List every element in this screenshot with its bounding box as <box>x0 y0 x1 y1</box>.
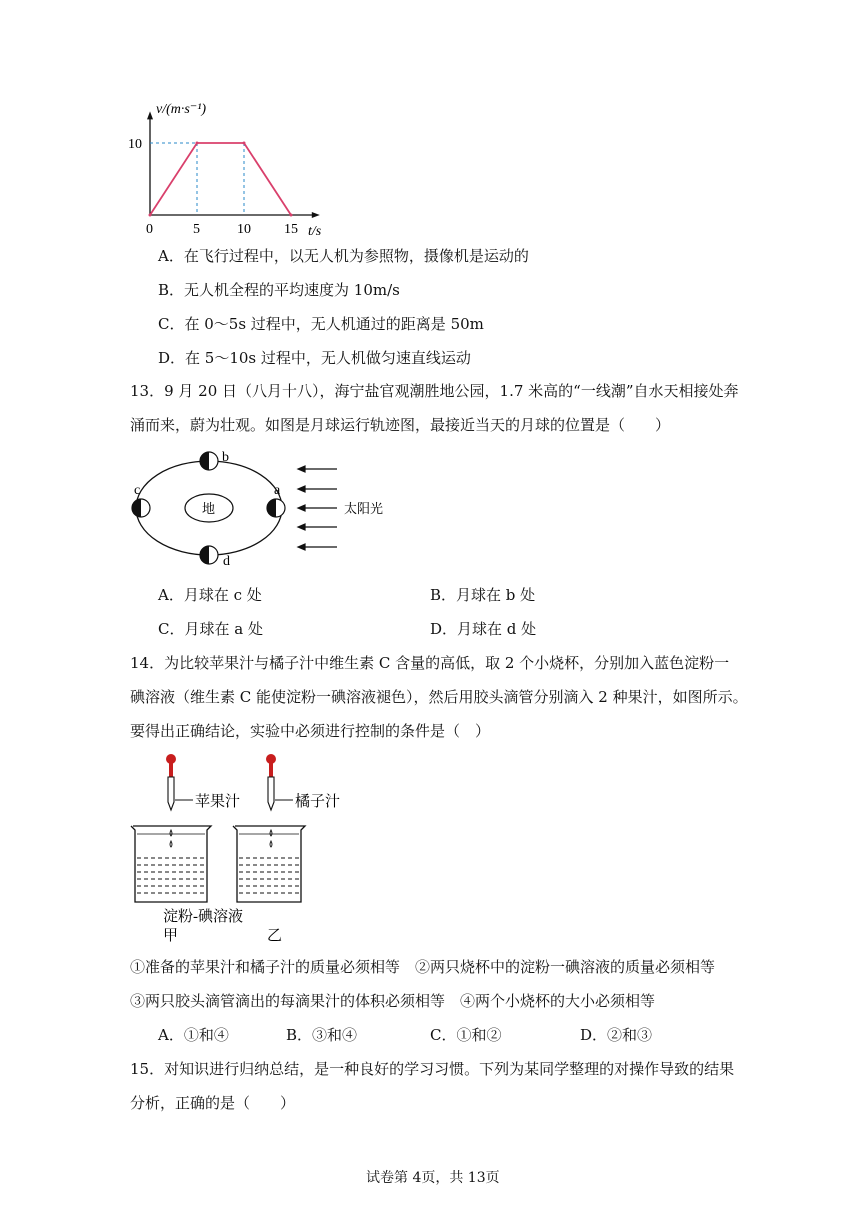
moon-d <box>200 546 218 564</box>
q15-stem-line2: 分析，正确的是（ ） <box>130 1094 296 1112</box>
beaker-label-yi: 乙 <box>267 928 283 944</box>
q12-option-b: B．无人机全程的平均速度为 10m/s <box>158 281 400 299</box>
beaker-yi <box>233 826 305 902</box>
y-axis-arrow <box>147 111 153 119</box>
q14-stem-line1: 14．为比较苹果汁与橘子汁中维生素 C 含量的高低，取 2 个小烧杯，分别加入蓝色淀粉一 <box>130 654 730 672</box>
q13-option-d: D．月球在 d 处 <box>430 620 537 638</box>
data-point <box>290 214 293 217</box>
q13-option-b: B．月球在 b 处 <box>430 586 536 604</box>
q13-option-c: C．月球在 a 处 <box>158 620 263 638</box>
data-point <box>196 142 199 145</box>
moon-orbit-diagram <box>125 445 395 570</box>
data-point <box>149 214 152 217</box>
sunlight-label: 太阳光 <box>344 501 384 516</box>
q14-stem-line2: 碘溶液（维生素 C 能使淀粉一碘溶液褪色），然后用胶头滴管分别滴入 2 种果汁，如图所示。 <box>130 688 748 706</box>
q12-option-a: A．在飞行过程中，以无人机为参照物，摄像机是运动的 <box>158 247 529 265</box>
q14-option-c: C．①和② <box>430 1026 502 1044</box>
x-tick-label: 0 <box>146 222 153 237</box>
q12-option-d: D．在 5～10s 过程中，无人机做匀速直线运动 <box>158 349 471 367</box>
series-line <box>150 143 291 215</box>
page-footer: 试卷第 4页，共 13页 <box>366 1170 500 1186</box>
sunlight-arrows <box>298 466 337 550</box>
q13-stem-line2: 涌而来，蔚为壮观。如图是月球运行轨迹图，最接近当天的月球的位置是（ ） <box>130 416 671 434</box>
moon-a <box>267 499 285 517</box>
x-tick-label: 5 <box>193 222 200 237</box>
beaker-experiment-diagram <box>125 750 365 948</box>
beaker-label-jia: 甲 <box>163 928 179 944</box>
moon-b <box>200 452 218 470</box>
q14-stem-line3: 要得出正确结论，实验中必须进行控制的条件是（ ） <box>130 722 491 740</box>
chart-xlabel: t/s <box>308 224 322 239</box>
orange-juice-label: 橘子汁 <box>295 794 341 810</box>
dropper-orange <box>266 754 276 810</box>
moon-label-d: d <box>223 554 230 569</box>
moon-c <box>132 499 150 517</box>
q13-option-a: A．月球在 c 处 <box>158 586 262 604</box>
x-tick-label: 10 <box>237 222 251 237</box>
solution-label: 淀粉-碘溶液 <box>163 909 243 925</box>
dropper-apple <box>166 754 176 810</box>
q12-option-c: C．在 0～5s 过程中，无人机通过的距离是 50m <box>158 315 484 333</box>
q15-stem-line1: 15．对知识进行归纳总结，是一种良好的学习习惯。下列为某同学整理的对操作导致的结果 <box>130 1060 735 1078</box>
moon-label-b: b <box>222 450 229 465</box>
moon-label-a: a <box>274 483 281 498</box>
q14-conditions-line2: ③两只胶头滴管滴出的每滴果汁的体积必须相等 ④两个小烧杯的大小必须相等 <box>130 992 656 1010</box>
velocity-time-chart <box>120 95 330 240</box>
data-point <box>243 142 246 145</box>
apple-juice-label: 苹果汁 <box>195 794 241 810</box>
earth-label: 地 <box>202 501 216 516</box>
moon-label-c: c <box>134 483 141 498</box>
beaker-jia <box>131 826 211 902</box>
x-axis-arrow <box>312 212 320 218</box>
q14-option-d: D．②和③ <box>580 1026 653 1044</box>
chart-ylabel: v/(m·s⁻¹) <box>156 102 207 117</box>
q14-option-b: B．③和④ <box>286 1026 358 1044</box>
q13-stem-line1: 13．9 月 20 日（八月十八），海宁盐官观潮胜地公园，1.7 米高的“一线潮”自水天相接处奔 <box>130 382 739 400</box>
y-tick-label: 10 <box>128 137 142 152</box>
q14-conditions-line1: ①准备的苹果汁和橘子汁的质量必须相等 ②两只烧杯中的淀粉一碘溶液的质量必须相等 <box>130 958 716 976</box>
x-tick-label: 15 <box>284 222 298 237</box>
q14-option-a: A．①和④ <box>158 1026 229 1044</box>
